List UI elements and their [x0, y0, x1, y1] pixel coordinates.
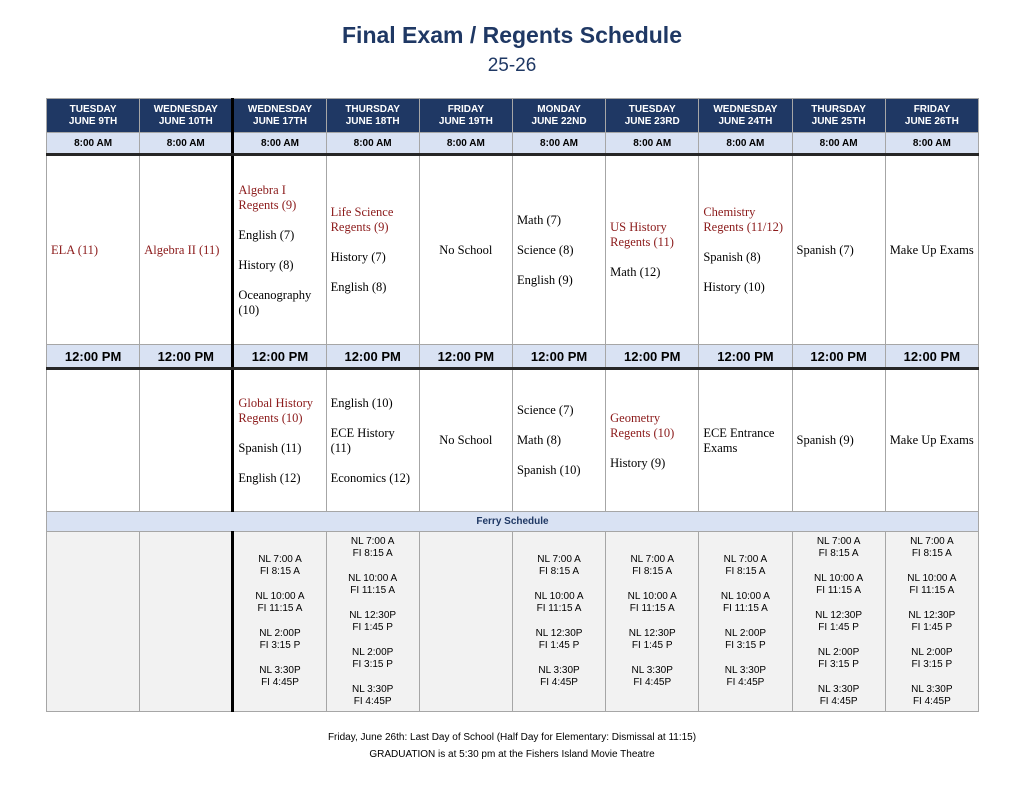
exam-entry: English (8) — [330, 280, 387, 295]
ferry-departure-pair — [234, 665, 325, 689]
ferry-time: NL 7:00 A — [630, 554, 674, 566]
day-name: THURSDAY — [811, 103, 866, 115]
day-header — [419, 99, 512, 133]
ferry-time: NL 10:00 A — [907, 572, 957, 584]
time-label: 8:00 AM — [606, 133, 699, 155]
ferry-time: FI 4:45P — [540, 677, 578, 689]
day-name: WEDNESDAY — [153, 103, 218, 115]
time-label: 12:00 PM — [792, 345, 885, 369]
time-label: 8:00 AM — [885, 133, 978, 155]
no-school-label: No School — [439, 433, 493, 448]
ferry-time: FI 8:15 A — [911, 547, 952, 559]
ferry-departure-pair — [699, 628, 791, 652]
ferry-cell — [885, 532, 978, 712]
day-date: JUNE 24TH — [718, 115, 773, 127]
ferry-time: NL 12:30P — [349, 609, 397, 621]
exam-entry: Spanish (9) — [796, 433, 854, 448]
ferry-time: NL 3:30P — [724, 665, 767, 677]
time-label: 12:00 PM — [47, 345, 140, 369]
ferry-time: FI 3:15 P — [818, 658, 859, 670]
day-header — [47, 99, 140, 133]
ferry-time: NL 10:00 A — [814, 572, 864, 584]
ferry-departure-pair — [886, 536, 978, 560]
day-header — [792, 99, 885, 133]
exam-entry: Global History Regents (10) — [238, 395, 314, 425]
exam-cell — [512, 155, 605, 345]
ferry-time: FI 11:15 A — [629, 603, 675, 615]
ferry-cell — [606, 532, 699, 712]
exam-cell — [699, 369, 792, 512]
ferry-time: NL 10:00 A — [627, 591, 677, 603]
time-label: 8:00 AM — [233, 133, 326, 155]
exam-entry: History (9) — [610, 455, 666, 470]
ferry-time: FI 1:45 P — [911, 621, 953, 633]
ferry-time: FI 11:15 A — [909, 584, 955, 596]
ferry-time: NL 3:30P — [351, 683, 394, 695]
ferry-cell — [419, 532, 512, 712]
ferry-time: FI 4:45P — [353, 695, 392, 707]
time-label: 12:00 PM — [419, 345, 512, 369]
exam-entry: English (7) — [238, 227, 295, 242]
ferry-cell — [233, 532, 326, 712]
ferry-departure-pair — [886, 573, 978, 597]
exam-cell — [419, 155, 512, 345]
exam-entry: History (7) — [330, 250, 386, 265]
ferry-time: FI 11:15 A — [536, 603, 582, 615]
day-date: JUNE 10TH — [158, 115, 213, 127]
exam-entry: ECE Entrance Exams — [703, 425, 775, 455]
ferry-time: FI 4:45P — [912, 695, 951, 707]
last-day-note: Friday, June 26th: Last Day of School (Half Day for Elementary: Dismissal at 11:15) — [327, 732, 697, 743]
time-label: 8:00 AM — [699, 133, 792, 155]
ferry-time: NL 3:30P — [259, 665, 301, 677]
ferry-departure-pair — [234, 591, 325, 615]
ferry-time: FI 8:15 A — [818, 547, 859, 559]
ferry-time: FI 11:15 A — [350, 584, 396, 596]
ferry-time: FI 4:45P — [819, 695, 858, 707]
ferry-cell — [699, 532, 792, 712]
exam-cell — [792, 369, 885, 512]
ferry-time: FI 3:15 P — [725, 640, 766, 652]
ferry-departure-pair — [234, 628, 325, 652]
day-date: JUNE 19TH — [438, 115, 493, 127]
ferry-time: NL 7:00 A — [910, 535, 954, 547]
ferry-time: NL 12:30P — [815, 609, 863, 621]
ferry-departure-pair — [793, 536, 885, 560]
ferry-departure-pair — [793, 647, 885, 671]
ferry-time: NL 12:30P — [628, 628, 676, 640]
day-name: MONDAY — [537, 103, 581, 115]
day-name: THURSDAY — [345, 103, 400, 115]
time-label: 8:00 AM — [792, 133, 885, 155]
ferry-cell — [792, 532, 885, 712]
exam-cell — [47, 369, 140, 512]
ferry-schedule-title: Ferry Schedule — [47, 511, 979, 531]
exam-cell — [885, 155, 978, 345]
ferry-time: FI 11:15 A — [722, 603, 768, 615]
exam-cell — [140, 369, 233, 512]
ferry-time: NL 3:30P — [538, 665, 580, 677]
day-date: JUNE 26TH — [904, 115, 959, 127]
ferry-time: NL 3:30P — [631, 665, 673, 677]
ferry-cell — [326, 532, 419, 712]
ferry-time: FI 4:45P — [633, 677, 672, 689]
day-date: JUNE 25TH — [811, 115, 866, 127]
ferry-departure-pair — [327, 684, 419, 708]
exam-entry: Oceanography (10) — [238, 287, 312, 317]
exam-cell — [233, 369, 326, 512]
ferry-departure-pair — [513, 628, 605, 652]
ferry-time: NL 10:00 A — [348, 572, 398, 584]
ferry-time: FI 3:15 P — [352, 658, 393, 670]
no-school-label: No School — [439, 242, 493, 257]
day-header — [512, 99, 605, 133]
ferry-departure-pair — [606, 628, 698, 652]
exam-cell — [419, 369, 512, 512]
time-label: 12:00 PM — [885, 345, 978, 369]
afternoon-time-row — [47, 345, 979, 369]
ferry-time: NL 10:00 A — [720, 591, 770, 603]
exam-entry: Spanish (8) — [703, 250, 761, 265]
ferry-departure-pair — [513, 591, 605, 615]
day-name: TUESDAY — [628, 103, 676, 115]
ferry-departure-pair — [793, 610, 885, 634]
exam-entry: Spanish (7) — [796, 242, 854, 257]
day-date: JUNE 18TH — [345, 115, 400, 127]
ferry-time: FI 3:15 P — [259, 640, 301, 652]
exam-entry: Chemistry Regents (11/12) — [703, 205, 784, 235]
ferry-time: FI 11:15 A — [257, 603, 303, 615]
day-header — [885, 99, 978, 133]
ferry-time: NL 7:00 A — [350, 535, 395, 547]
ferry-departure-pair — [513, 665, 605, 689]
exam-cell — [140, 155, 233, 345]
ferry-time: FI 1:45 P — [538, 640, 580, 652]
ferry-time: NL 2:00P — [259, 628, 301, 640]
exam-entry: History (8) — [238, 257, 294, 272]
exam-cell — [699, 155, 792, 345]
exam-entry: ECE History (11) — [330, 425, 395, 455]
ferry-departure-pair — [606, 665, 698, 689]
graduation-note: GRADUATION is at 5:30 pm at the Fishers Island Movie Theatre — [369, 749, 655, 760]
time-label: 8:00 AM — [512, 133, 605, 155]
ferry-time: FI 1:45 P — [818, 621, 859, 633]
ferry-departure-pair — [699, 591, 791, 615]
exam-cell — [606, 369, 699, 512]
day-date: JUNE 22ND — [531, 115, 587, 127]
ferry-times-row — [47, 532, 979, 712]
ferry-time: NL 7:00 A — [258, 554, 302, 566]
exam-entry: Economics (12) — [330, 470, 411, 485]
exam-entry: English (12) — [238, 470, 301, 485]
ferry-time: NL 10:00 A — [255, 591, 305, 603]
ferry-departure-pair — [886, 684, 978, 708]
ferry-time: NL 12:30P — [908, 609, 956, 621]
time-label: 12:00 PM — [606, 345, 699, 369]
ferry-cell — [47, 532, 140, 712]
time-label: 8:00 AM — [140, 133, 233, 155]
time-label: 12:00 PM — [326, 345, 419, 369]
day-date: JUNE 17TH — [253, 115, 307, 127]
ferry-time: NL 7:00 A — [537, 554, 581, 566]
day-name: WEDNESDAY — [247, 103, 313, 115]
time-label: 12:00 PM — [233, 345, 326, 369]
ferry-time: FI 1:45 P — [352, 621, 393, 633]
exam-entry: Make Up Exams — [889, 242, 974, 257]
ferry-time: FI 11:15 A — [816, 584, 862, 596]
day-date: JUNE 23RD — [624, 115, 680, 127]
exam-entry: ELA (11) — [51, 242, 99, 257]
ferry-time: NL 7:00 A — [816, 535, 861, 547]
morning-exams-row — [47, 155, 979, 345]
ferry-time: NL 2:00P — [351, 646, 394, 658]
page-subtitle: 25-26 — [487, 55, 537, 76]
ferry-time: FI 8:15 A — [352, 547, 393, 559]
ferry-time: FI 1:45 P — [631, 640, 673, 652]
ferry-departure-pair — [327, 573, 419, 597]
ferry-time: NL 3:30P — [911, 683, 953, 695]
ferry-cell — [512, 532, 605, 712]
exam-entry: Life Science Regents (9) — [330, 205, 394, 235]
ferry-departure-pair — [793, 684, 885, 708]
exam-entry: Math (12) — [610, 265, 661, 280]
time-label: 8:00 AM — [419, 133, 512, 155]
ferry-time: FI 4:45P — [726, 677, 765, 689]
exam-cell — [885, 369, 978, 512]
ferry-departure-pair — [793, 573, 885, 597]
page-title: Final Exam / Regents Schedule — [342, 22, 682, 48]
exam-entry: Science (7) — [516, 403, 574, 418]
exam-entry: Math (7) — [516, 212, 562, 227]
exam-cell — [326, 369, 419, 512]
time-label: 8:00 AM — [47, 133, 140, 155]
exam-cell — [47, 155, 140, 345]
day-header — [699, 99, 792, 133]
exam-cell — [792, 155, 885, 345]
exam-entry: Geometry Regents (10) — [610, 410, 675, 440]
day-header — [140, 99, 233, 133]
exam-entry: Science (8) — [516, 242, 574, 257]
day-name: WEDNESDAY — [713, 103, 778, 115]
ferry-departure-pair — [886, 647, 978, 671]
time-label: 8:00 AM — [326, 133, 419, 155]
day-name: FRIDAY — [447, 103, 484, 115]
ferry-time: NL 12:30P — [535, 628, 583, 640]
time-label: 12:00 PM — [140, 345, 233, 369]
exam-entry: History (10) — [703, 280, 765, 295]
ferry-time: NL 2:00P — [911, 646, 953, 658]
morning-time-row — [47, 133, 979, 155]
exam-entry: US History Regents (11) — [610, 220, 674, 250]
exam-cell — [326, 155, 419, 345]
day-header-row — [47, 99, 979, 133]
day-name: FRIDAY — [913, 103, 950, 115]
ferry-time: NL 7:00 A — [723, 554, 768, 566]
ferry-time: FI 8:15 A — [539, 566, 580, 578]
ferry-departure-pair — [606, 554, 698, 578]
exam-schedule-table — [46, 98, 979, 712]
time-label: 12:00 PM — [699, 345, 792, 369]
exam-entry: English (10) — [330, 395, 393, 410]
exam-entry: Spanish (10) — [516, 463, 581, 478]
day-date: JUNE 9TH — [68, 115, 118, 127]
ferry-departure-pair — [234, 554, 325, 578]
ferry-cell — [140, 532, 233, 712]
ferry-time: NL 3:30P — [817, 683, 860, 695]
ferry-time: NL 2:00P — [817, 646, 860, 658]
ferry-time: NL 10:00 A — [534, 591, 584, 603]
ferry-time: FI 3:15 P — [911, 658, 953, 670]
ferry-time: FI 4:45P — [261, 677, 299, 689]
exam-cell — [512, 369, 605, 512]
exam-entry: Make Up Exams — [889, 433, 974, 448]
ferry-departure-pair — [699, 665, 791, 689]
ferry-departure-pair — [699, 554, 791, 578]
exam-entry: English (9) — [516, 272, 573, 287]
exam-entry: Math (8) — [516, 433, 562, 448]
ferry-departure-pair — [606, 591, 698, 615]
exam-cell — [233, 155, 326, 345]
exam-entry: Algebra I Regents (9) — [238, 182, 297, 212]
day-header — [606, 99, 699, 133]
ferry-departure-pair — [327, 610, 419, 634]
ferry-header-row — [47, 511, 979, 531]
ferry-time: FI 8:15 A — [632, 566, 673, 578]
ferry-time: NL 2:00P — [724, 628, 767, 640]
afternoon-exams-row — [47, 369, 979, 512]
ferry-departure-pair — [327, 647, 419, 671]
day-header — [233, 99, 326, 133]
day-name: TUESDAY — [69, 103, 117, 115]
ferry-time: FI 8:15 A — [725, 566, 766, 578]
ferry-departure-pair — [513, 554, 605, 578]
time-label: 12:00 PM — [512, 345, 605, 369]
ferry-time: FI 8:15 A — [259, 566, 300, 578]
exam-cell — [606, 155, 699, 345]
exam-entry: Algebra II (11) — [144, 242, 220, 257]
ferry-departure-pair — [886, 610, 978, 634]
ferry-departure-pair — [327, 536, 419, 560]
day-header — [326, 99, 419, 133]
exam-entry: Spanish (11) — [238, 440, 302, 455]
